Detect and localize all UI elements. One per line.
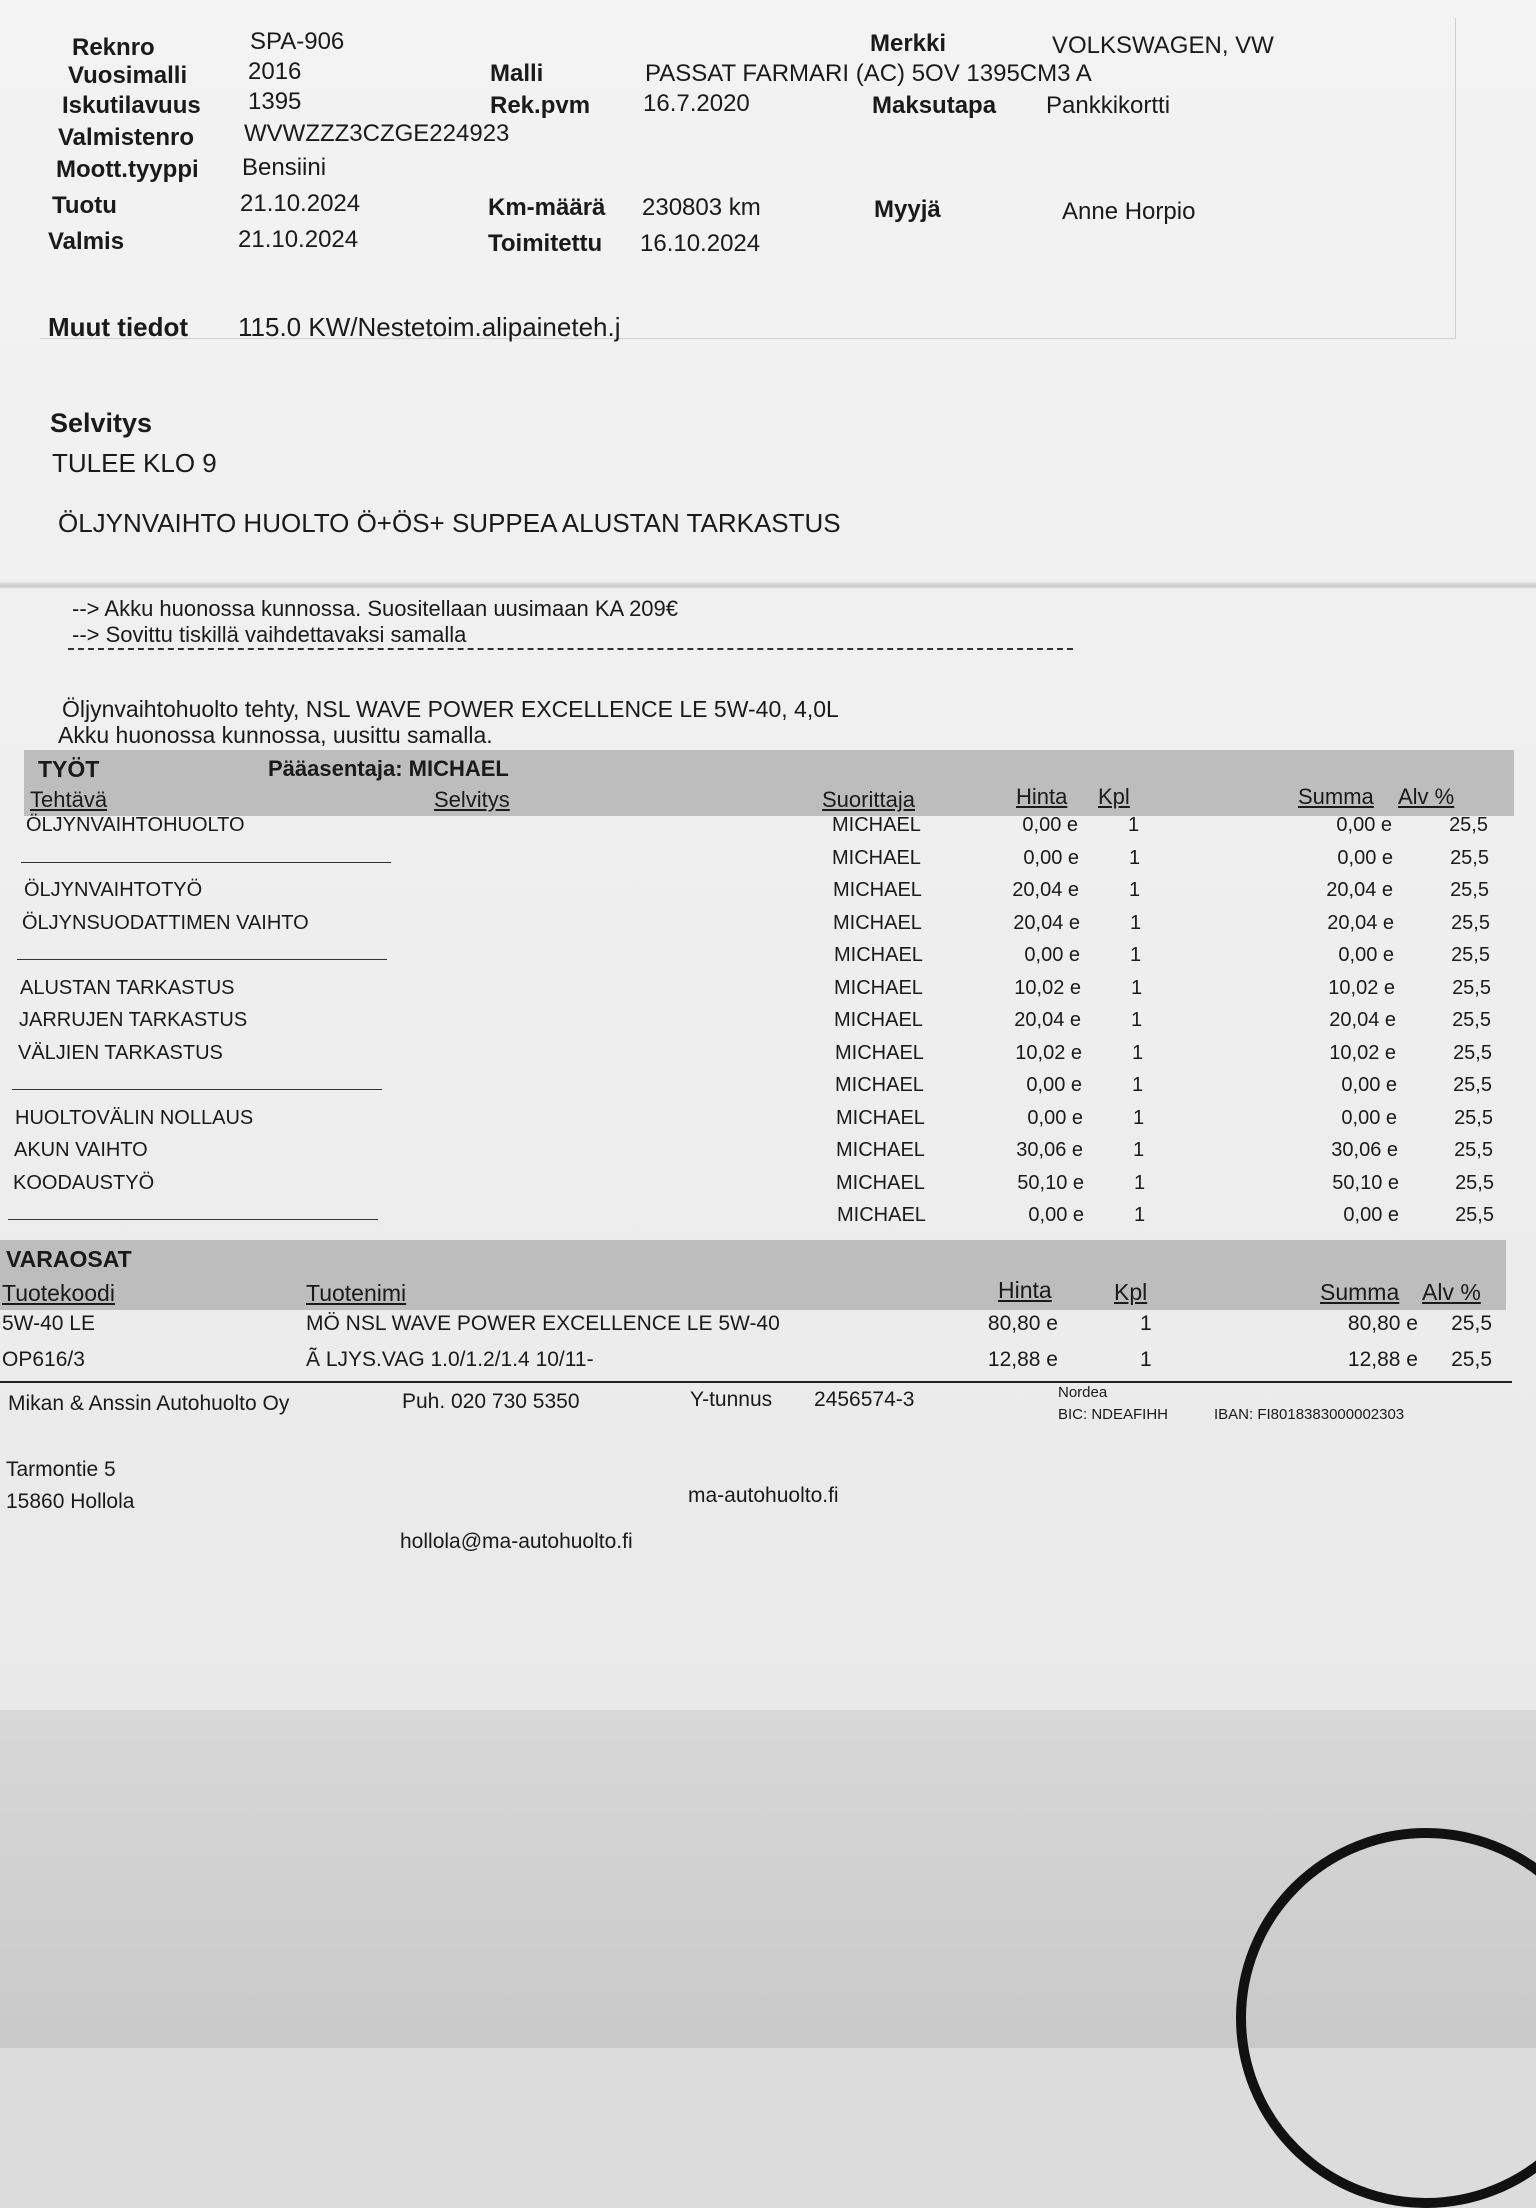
muut-tiedot-value: 115.0 KW/Nestetoim.alipaineteh.j bbox=[238, 312, 621, 342]
col-summa-parts: Summa bbox=[1320, 1279, 1400, 1305]
row-suorittaja: MICHAEL bbox=[832, 846, 921, 869]
myyja-label: Myyjä bbox=[874, 196, 941, 223]
valmis-value: 21.10.2024 bbox=[238, 226, 359, 253]
row-alv: 25,5 bbox=[1450, 879, 1489, 901]
row-kpl: 1 bbox=[1130, 911, 1142, 934]
table-row bbox=[0, 977, 1536, 1009]
col-tuotenimi: Tuotenimi bbox=[306, 1280, 407, 1306]
row-task: ÖLJYNVAIHTOTYÖ bbox=[24, 879, 203, 901]
table-row bbox=[0, 1107, 1536, 1139]
toimitettu-label: Toimitettu bbox=[488, 230, 603, 257]
row-hinta: 0,00 e bbox=[1028, 1204, 1084, 1226]
row-alv: 25,5 bbox=[1453, 1041, 1492, 1064]
row-task: JARRUJEN TARKASTUS bbox=[19, 1009, 248, 1031]
col-kpl: Kpl bbox=[1098, 784, 1130, 809]
row-hinta: 0,00 e bbox=[1023, 846, 1079, 869]
row-alv: 25,5 bbox=[1452, 1009, 1491, 1031]
row-suorittaja: MICHAEL bbox=[836, 1171, 925, 1194]
row-task: ÖLJYNVAIHTOHUOLTO bbox=[26, 814, 245, 836]
varaosat-header-band bbox=[0, 1240, 1506, 1310]
row-suorittaja: MICHAEL bbox=[836, 1106, 925, 1129]
company-email: hollola@ma-autohuolto.fi bbox=[400, 1530, 633, 1553]
row-alv: 25,5 bbox=[1451, 911, 1490, 934]
row-suorittaja: MICHAEL bbox=[833, 879, 922, 901]
table-row bbox=[0, 1074, 1536, 1106]
reknro-value: SPA-906 bbox=[250, 28, 345, 55]
row-tuotenimi: MÖ NSL WAVE POWER EXCELLENCE LE 5W-40 bbox=[306, 1312, 780, 1335]
row-kpl: 1 bbox=[1133, 1106, 1145, 1129]
table-row bbox=[0, 1172, 1536, 1204]
note-done-2: Akku huonossa kunnossa, uusittu samalla. bbox=[58, 722, 493, 748]
row-separator bbox=[21, 862, 391, 863]
table-row bbox=[0, 879, 1536, 911]
selvitys-line-2: ÖLJYNVAIHTO HUOLTO Ö+ÖS+ SUPPEA ALUSTAN TARKASTUS bbox=[58, 508, 841, 538]
bank-name: Nordea bbox=[1058, 1384, 1108, 1401]
col-selvitys: Selvitys bbox=[434, 787, 510, 812]
vuosimalli-value: 2016 bbox=[248, 58, 302, 85]
tyot-title: TYÖT bbox=[38, 756, 100, 782]
row-summa: 30,06 e bbox=[1331, 1139, 1398, 1161]
row-kpl: 1 bbox=[1140, 1348, 1152, 1371]
row-summa: 50,10 e bbox=[1332, 1171, 1399, 1194]
dashed-separator bbox=[68, 648, 1073, 650]
merkki-label: Merkki bbox=[870, 30, 947, 57]
row-suorittaja: MICHAEL bbox=[834, 1009, 923, 1031]
company-name: Mikan & Anssin Autohuolto Oy bbox=[8, 1392, 290, 1415]
row-hinta: 0,00 e bbox=[1026, 1074, 1082, 1096]
reknro-label: Reknro bbox=[72, 34, 155, 61]
row-alv: 25,5 bbox=[1454, 1139, 1493, 1161]
cable bbox=[1236, 1828, 1536, 2208]
row-kpl: 1 bbox=[1140, 1312, 1152, 1335]
kmmaara-label: Km-määrä bbox=[488, 194, 606, 221]
row-task: AKUN VAIHTO bbox=[14, 1139, 148, 1161]
parts-row bbox=[0, 1348, 1536, 1380]
maksutapa-value: Pankkikortti bbox=[1046, 92, 1171, 119]
moottyyppi-label: Moott.tyyppi bbox=[56, 156, 199, 183]
col-tuotekoodi: Tuotekoodi bbox=[2, 1280, 115, 1306]
selvitys-line-1: TULEE KLO 9 bbox=[52, 448, 217, 478]
maksutapa-label: Maksutapa bbox=[872, 92, 997, 119]
company-phone: Puh. 020 730 5350 bbox=[402, 1390, 580, 1413]
row-summa: 20,04 e bbox=[1327, 911, 1394, 934]
row-kpl: 1 bbox=[1132, 1074, 1144, 1096]
col-alv-parts: Alv % bbox=[1422, 1279, 1481, 1305]
row-suorittaja: MICHAEL bbox=[832, 814, 921, 836]
company-city: 15860 Hollola bbox=[6, 1490, 135, 1513]
row-suorittaja: MICHAEL bbox=[836, 1139, 925, 1161]
tyot-header-band bbox=[24, 750, 1514, 816]
row-summa: 0,00 e bbox=[1343, 1204, 1399, 1226]
row-tuotekoodi: 5W-40 LE bbox=[2, 1312, 95, 1335]
table-row bbox=[0, 912, 1536, 944]
row-alv: 25,5 bbox=[1451, 1348, 1492, 1371]
tuotu-label: Tuotu bbox=[52, 192, 117, 219]
row-suorittaja: MICHAEL bbox=[835, 1041, 924, 1064]
table-row bbox=[0, 1204, 1536, 1236]
company-street: Tarmontie 5 bbox=[6, 1458, 116, 1481]
row-summa: 80,80 e bbox=[1347, 1312, 1418, 1335]
row-suorittaja: MICHAEL bbox=[834, 976, 923, 999]
row-task: KOODAUSTYÖ bbox=[13, 1171, 155, 1194]
row-summa: 12,88 e bbox=[1347, 1348, 1418, 1371]
row-hinta: 80,80 e bbox=[987, 1312, 1058, 1335]
row-alv: 25,5 bbox=[1453, 1074, 1492, 1096]
valmistenro-label: Valmistenro bbox=[58, 124, 195, 151]
table-row bbox=[0, 1042, 1536, 1074]
col-hinta: Hinta bbox=[1016, 784, 1068, 809]
table-row bbox=[0, 1009, 1536, 1041]
row-task: ALUSTAN TARKASTUS bbox=[20, 976, 235, 999]
kmmaara-value: 230803 km bbox=[642, 194, 761, 221]
row-hinta: 20,04 e bbox=[1013, 911, 1080, 934]
row-alv: 25,5 bbox=[1455, 1171, 1494, 1194]
merkki-value: VOLKSWAGEN, VW bbox=[1052, 32, 1274, 59]
row-separator bbox=[12, 1089, 382, 1090]
row-kpl: 1 bbox=[1133, 1139, 1145, 1161]
row-kpl: 1 bbox=[1129, 879, 1141, 901]
iskutilavuus-value: 1395 bbox=[248, 88, 302, 115]
row-summa: 0,00 e bbox=[1338, 944, 1394, 966]
toimitettu-value: 16.10.2024 bbox=[640, 230, 761, 257]
paper-fold bbox=[0, 582, 1536, 590]
row-kpl: 1 bbox=[1131, 976, 1143, 999]
row-suorittaja: MICHAEL bbox=[833, 911, 922, 934]
row-separator bbox=[8, 1219, 378, 1220]
col-kpl-parts: Kpl bbox=[1114, 1279, 1148, 1305]
row-hinta: 0,00 e bbox=[1024, 944, 1080, 966]
col-hinta-parts: Hinta bbox=[998, 1277, 1052, 1303]
row-task: ÖLJYNSUODATTIMEN VAIHTO bbox=[22, 911, 309, 934]
row-separator bbox=[17, 959, 387, 960]
tuotu-value: 21.10.2024 bbox=[240, 190, 361, 217]
parts-row bbox=[0, 1312, 1536, 1344]
table-surface bbox=[0, 1710, 1536, 2048]
malli-value: PASSAT FARMARI (AC) 5OV 1395CM3 A bbox=[645, 60, 1092, 87]
row-alv: 25,5 bbox=[1454, 1106, 1493, 1129]
row-hinta: 12,88 e bbox=[987, 1348, 1058, 1371]
row-suorittaja: MICHAEL bbox=[835, 1074, 924, 1096]
row-summa: 0,00 e bbox=[1336, 814, 1392, 836]
row-summa: 10,02 e bbox=[1328, 976, 1395, 999]
row-hinta: 20,04 e bbox=[1014, 1009, 1081, 1031]
row-hinta: 20,04 e bbox=[1012, 879, 1079, 901]
muut-tiedot-label: Muut tiedot bbox=[48, 312, 189, 342]
table-row bbox=[0, 944, 1536, 976]
col-suorittaja: Suorittaja bbox=[822, 787, 915, 812]
row-alv: 25,5 bbox=[1451, 1312, 1492, 1335]
row-hinta: 50,10 e bbox=[1017, 1171, 1084, 1194]
row-summa: 0,00 e bbox=[1337, 846, 1393, 869]
row-summa: 20,04 e bbox=[1329, 1009, 1396, 1031]
row-summa: 0,00 e bbox=[1341, 1106, 1397, 1129]
row-alv: 25,5 bbox=[1452, 976, 1491, 999]
row-summa: 0,00 e bbox=[1341, 1074, 1397, 1096]
row-task: VÄLJIEN TARKASTUS bbox=[18, 1041, 223, 1064]
row-kpl: 1 bbox=[1134, 1171, 1146, 1194]
bank-iban: IBAN: FI8018383000002303 bbox=[1214, 1406, 1405, 1423]
row-alv: 25,5 bbox=[1449, 814, 1488, 836]
table-row bbox=[0, 814, 1536, 846]
row-summa: 20,04 e bbox=[1326, 879, 1393, 901]
row-alv: 25,5 bbox=[1455, 1204, 1494, 1226]
row-alv: 25,5 bbox=[1450, 846, 1489, 869]
note-done-1: Öljynvaihtohuolto tehty, NSL WAVE POWER EXCELLENCE LE 5W-40, 4,0L bbox=[62, 696, 839, 722]
row-alv: 25,5 bbox=[1451, 944, 1490, 966]
row-summa: 10,02 e bbox=[1329, 1041, 1396, 1064]
row-kpl: 1 bbox=[1128, 814, 1140, 836]
row-hinta: 30,06 e bbox=[1016, 1139, 1083, 1161]
row-hinta: 0,00 e bbox=[1027, 1106, 1083, 1129]
rekpvm-label: Rek.pvm bbox=[490, 92, 591, 119]
varaosat-title: VARAOSAT bbox=[6, 1246, 132, 1272]
row-suorittaja: MICHAEL bbox=[834, 944, 923, 966]
rekpvm-value: 16.7.2020 bbox=[643, 90, 750, 117]
col-summa: Summa bbox=[1298, 784, 1374, 809]
row-hinta: 10,02 e bbox=[1014, 976, 1081, 999]
col-alv: Alv % bbox=[1398, 784, 1455, 809]
row-kpl: 1 bbox=[1132, 1041, 1144, 1064]
note-arrow-1: --> Akku huonossa kunnossa. Suositellaan uusimaan KA 209€ bbox=[72, 596, 679, 621]
footer-rule bbox=[0, 1381, 1512, 1383]
malli-label: Malli bbox=[490, 60, 544, 87]
row-kpl: 1 bbox=[1134, 1204, 1146, 1226]
paaasentaja: Pääasentaja: MICHAEL bbox=[268, 756, 509, 781]
bank-bic: BIC: NDEAFIHH bbox=[1058, 1406, 1169, 1423]
row-hinta: 10,02 e bbox=[1015, 1041, 1082, 1064]
ytunnus-label: Y-tunnus bbox=[690, 1388, 773, 1411]
selvitys-title: Selvitys bbox=[50, 408, 153, 438]
vuosimalli-label: Vuosimalli bbox=[68, 62, 188, 89]
ytunnus-value: 2456574-3 bbox=[814, 1388, 915, 1411]
row-kpl: 1 bbox=[1129, 846, 1141, 869]
row-kpl: 1 bbox=[1131, 1009, 1143, 1031]
valmis-label: Valmis bbox=[48, 228, 125, 255]
table-row bbox=[0, 847, 1536, 879]
row-task: HUOLTOVÄLIN NOLLAUS bbox=[15, 1106, 254, 1129]
table-row bbox=[0, 1139, 1536, 1171]
row-tuotenimi: Ã LJYS.VAG 1.0/1.2/1.4 10/11- bbox=[306, 1348, 594, 1371]
company-web: ma-autohuolto.fi bbox=[688, 1484, 839, 1507]
note-arrow-2: --> Sovittu tiskillä vaihdettavaksi samalla bbox=[72, 622, 467, 647]
valmistenro-value: WVWZZZ3CZGE224923 bbox=[244, 120, 510, 147]
iskutilavuus-label: Iskutilavuus bbox=[62, 92, 201, 119]
row-tuotekoodi: OP616/3 bbox=[2, 1348, 85, 1371]
row-suorittaja: MICHAEL bbox=[837, 1204, 926, 1226]
moottyyppi-value: Bensiini bbox=[242, 154, 327, 181]
row-hinta: 0,00 e bbox=[1022, 814, 1078, 836]
col-tehtava: Tehtävä bbox=[30, 787, 108, 812]
myyja-value: Anne Horpio bbox=[1062, 198, 1196, 225]
row-kpl: 1 bbox=[1130, 944, 1142, 966]
